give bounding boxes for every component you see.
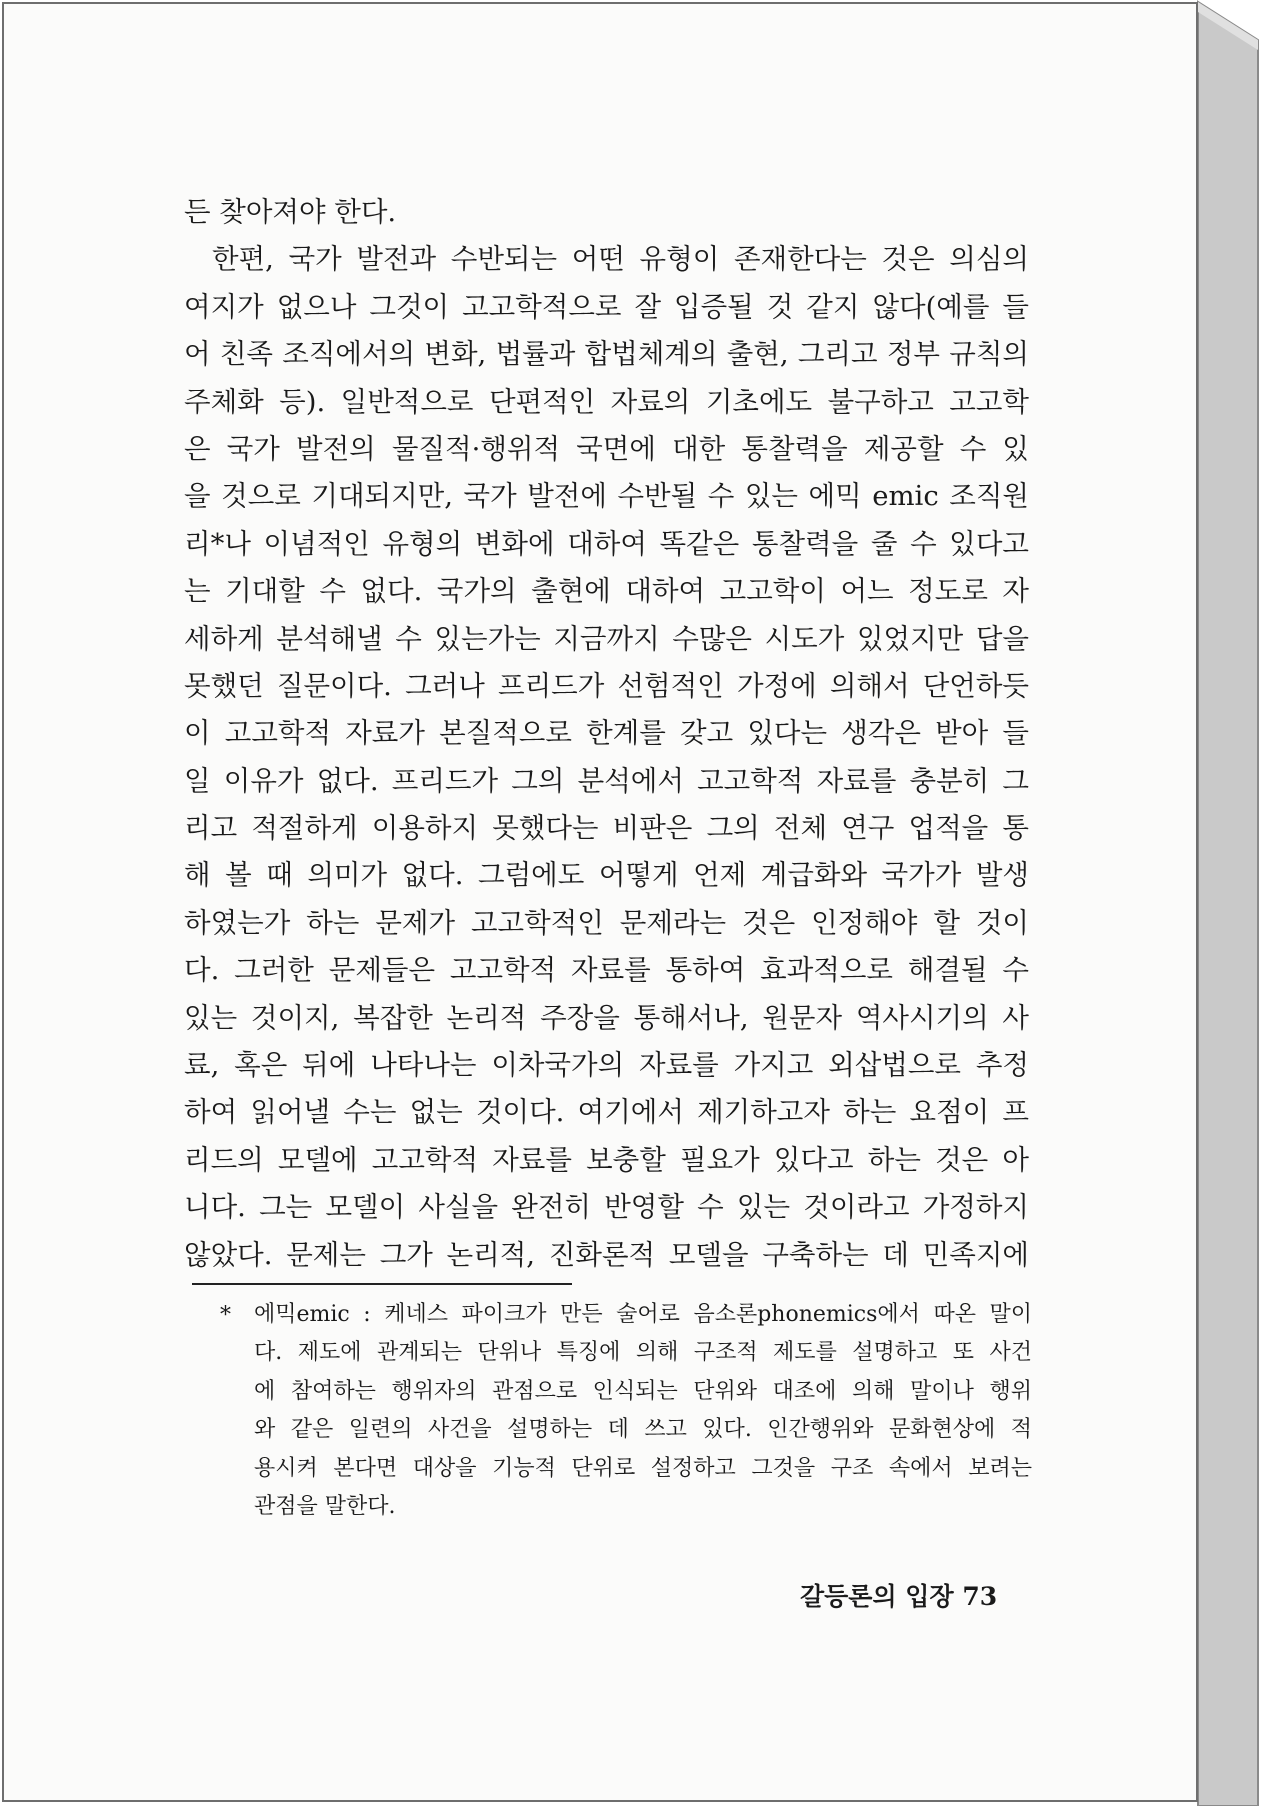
footnote-line: 관점을 말한다.: [254, 1493, 396, 1519]
text-line: 다. 그러한 문제들은 고고학적 자료를 통하여 효과적으로 해결될 수: [184, 954, 1029, 987]
text-line: 한편, 국가 발전과 수반되는 어떤 유형이 존재한다는 것은 의심의: [212, 243, 1029, 276]
document-page: [2, 2, 1198, 1802]
footnote-divider: [192, 1283, 572, 1285]
text-line: 하였는가 하는 문제가 고고학적인 문제라는 것은 인정해야 할 것이: [184, 906, 1029, 939]
text-line: 못했던 질문이다. 그러나 프리드가 선험적인 가정에 의해서 단언하듯: [184, 669, 1029, 702]
running-title: 갈등론의 입장: [800, 1582, 954, 1611]
page-number: 73: [962, 1582, 998, 1611]
text-line: 니다. 그는 모델이 사실을 완전히 반영할 수 있는 것이라고 가정하지: [184, 1191, 1029, 1224]
text-line: 리고 적절하게 이용하지 못했다는 비판은 그의 전체 연구 업적을 통: [184, 812, 1029, 845]
footnote-line: 용시켜 본다면 대상을 기능적 단위로 설정하고 그것을 구조 속에서 보려는: [254, 1455, 1032, 1481]
text-line: 있는 것이지, 복잡한 논리적 주장을 통해서나, 원문자 역사시기의 사: [184, 1001, 1029, 1034]
text-line: 료, 혹은 뒤에 나타나는 이차국가의 자료를 가지고 외삽법으로 추정: [184, 1049, 1029, 1082]
footnote-line: 다. 제도에 관계되는 단위나 특징에 의해 구조적 제도를 설명하고 또 사건: [254, 1340, 1032, 1366]
text-line: 는 기대할 수 없다. 국가의 출현에 대하여 고고학이 어느 정도로 자: [184, 575, 1029, 608]
text-line: 이 고고학적 자료가 본질적으로 한계를 갖고 있다는 생각은 받아 들: [184, 717, 1029, 750]
text-line: 든 찾아져야 한다.: [184, 196, 397, 228]
text-line: 을 것으로 기대되지만, 국가 발전에 수반될 수 있는 에믹 emic 조직원: [184, 480, 1029, 513]
text-line: 주체화 등). 일반적으로 단편적인 자료의 기초에도 불구하고 고고학: [184, 385, 1029, 418]
page-footer: [800, 1577, 1000, 1617]
text-line: 해 볼 때 의미가 없다. 그럼에도 어떻게 언제 계급화와 국가가 발생: [184, 859, 1029, 892]
text-line: 하여 읽어낼 수는 없는 것이다. 여기에서 제기하고자 하는 요점이 프: [184, 1096, 1029, 1129]
text-line: 세하게 분석해낼 수 있는가는 지금까지 수많은 시도가 있었지만 답을: [184, 622, 1029, 655]
text-line: 어 친족 조직에서의 변화, 법률과 합법체계의 출현, 그리고 정부 규칙의: [184, 338, 1029, 371]
text-line: 여지가 없으나 그것이 고고학적으로 잘 입증될 것 같지 않다(예를 들: [184, 290, 1029, 323]
text-line: 리드의 모델에 고고학적 자료를 보충할 필요가 있다고 하는 것은 아: [184, 1143, 1029, 1176]
footnote-body: [254, 1296, 1032, 1526]
footnote-line: 와 같은 일련의 사건을 설명하는 데 쓰고 있다. 인간행위와 문화현상에 적: [254, 1417, 1032, 1443]
text-line: 일 이유가 없다. 프리드가 그의 분석에서 고고학적 자료를 충분히 그: [184, 764, 1029, 797]
footnote-mark: *: [220, 1303, 231, 1328]
text-line: 않았다. 문제는 그가 논리적, 진화론적 모델을 구축하는 데 민족지에: [184, 1238, 1029, 1271]
text-line: 은 국가 발전의 물질적·행위적 국면에 대한 통찰력을 제공할 수 있: [184, 432, 1029, 465]
footnote-line: 에믹emic : 케네스 파이크가 만든 술어로 음소론phonemics에서 따온 말이: [254, 1302, 1032, 1327]
body-text: [184, 189, 1029, 1279]
text-line: 리*나 이념적인 유형의 변화에 대하여 똑같은 통찰력을 줄 수 있다고: [184, 527, 1029, 560]
footnote-line: 에 참여하는 행위자의 관점으로 인식되는 단위와 대조에 의해 말이나 행위: [254, 1378, 1032, 1404]
